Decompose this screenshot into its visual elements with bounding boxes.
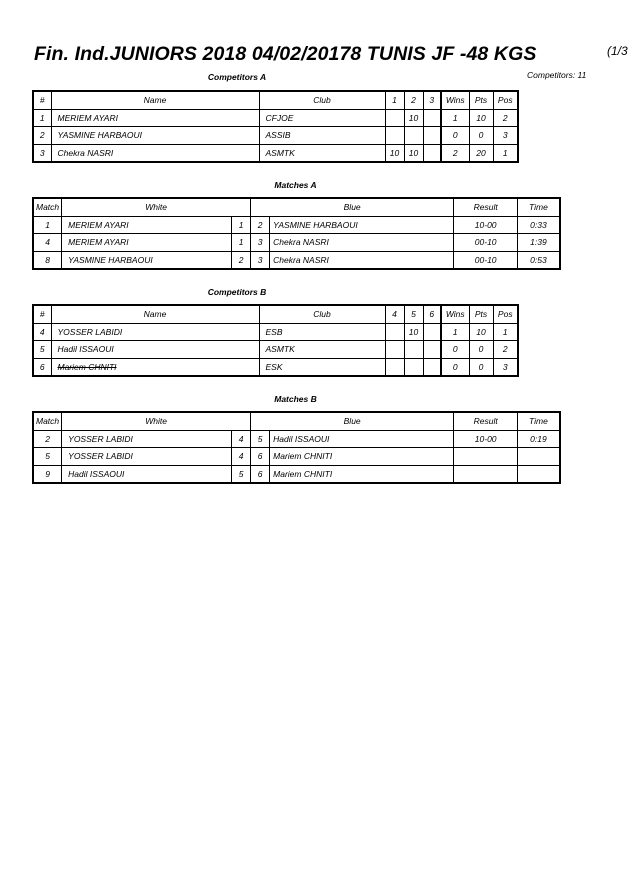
cell-club: CFJOE xyxy=(259,109,385,127)
competitors-a-title: Competitors A xyxy=(207,72,267,82)
cell-pts: 20 xyxy=(469,144,493,162)
col-pos: Pos xyxy=(493,91,518,109)
cell-white: MERIEM AYARI xyxy=(62,234,232,252)
cell-blue: Mariem CHNITI xyxy=(270,448,454,466)
cell-score xyxy=(423,341,441,359)
col-score-5: 5 xyxy=(404,305,423,323)
cell-white: MERIEM AYARI xyxy=(62,216,232,234)
cell-match: 2 xyxy=(33,430,62,448)
cell-num: 2 xyxy=(33,127,51,145)
cell-time: 0:19 xyxy=(518,430,560,448)
cell-pts: 0 xyxy=(469,127,493,145)
cell-wins: 2 xyxy=(441,144,469,162)
col-club: Club xyxy=(259,91,385,109)
cell-club: ASMTK xyxy=(259,144,385,162)
cell-score xyxy=(404,341,423,359)
cell-white-num: 4 xyxy=(232,430,251,448)
table-header-row xyxy=(33,412,560,430)
cell-num: 4 xyxy=(33,323,51,341)
competitors-b-title: Competitors B xyxy=(207,287,267,297)
col-result: Result xyxy=(454,412,518,430)
cell-score: 10 xyxy=(385,144,404,162)
matches-a-title: Matches A xyxy=(274,180,317,190)
cell-blue: Hadil ISSAOUI xyxy=(270,430,454,448)
table-row xyxy=(33,341,518,359)
cell-pos: 2 xyxy=(493,341,518,359)
cell-score xyxy=(423,127,441,145)
cell-blue-num: 6 xyxy=(251,448,270,466)
cell-score xyxy=(385,341,404,359)
competitors-count: Competitors: 11 xyxy=(527,70,587,80)
cell-result: 10-00 xyxy=(454,430,518,448)
cell-white-num: 2 xyxy=(232,251,251,269)
cell-match: 5 xyxy=(33,448,62,466)
cell-pts: 0 xyxy=(469,341,493,359)
cell-white-num: 4 xyxy=(232,448,251,466)
col-score-2: 2 xyxy=(404,91,423,109)
cell-match: 8 xyxy=(33,251,62,269)
cell-result: 00-10 xyxy=(454,251,518,269)
table-row xyxy=(33,358,518,376)
col-white: White xyxy=(62,198,251,216)
cell-score: 10 xyxy=(404,109,423,127)
col-wins: Wins xyxy=(441,305,469,323)
col-pts: Pts xyxy=(469,91,493,109)
table-row xyxy=(33,323,518,341)
col-name: Name xyxy=(51,91,259,109)
cell-wins: 1 xyxy=(441,109,469,127)
cell-score: 10 xyxy=(404,144,423,162)
col-match: Match xyxy=(33,412,62,430)
col-wins: Wins xyxy=(441,91,469,109)
cell-blue-num: 2 xyxy=(251,216,270,234)
col-score-3: 3 xyxy=(423,91,441,109)
table-row xyxy=(33,234,560,252)
cell-score xyxy=(385,358,404,376)
table-row xyxy=(33,465,560,483)
cell-match: 4 xyxy=(33,234,62,252)
cell-score xyxy=(423,358,441,376)
col-name: Name xyxy=(51,305,259,323)
page-title: Fin. Ind.JUNIORS 2018 04/02/20178 TUNIS JF -48 KGS xyxy=(34,43,537,65)
cell-pts: 10 xyxy=(469,323,493,341)
competitors-a-table xyxy=(32,90,519,163)
cell-pos: 2 xyxy=(493,109,518,127)
cell-result xyxy=(454,448,518,466)
col-time: Time xyxy=(518,198,560,216)
cell-num: 1 xyxy=(33,109,51,127)
col-blue: Blue xyxy=(251,198,454,216)
table-row xyxy=(33,109,518,127)
cell-name: MERIEM AYARI xyxy=(51,109,259,127)
cell-blue: YASMINE HARBAOUI xyxy=(270,216,454,234)
cell-match: 9 xyxy=(33,465,62,483)
cell-club: ESK xyxy=(259,358,385,376)
cell-blue-num: 3 xyxy=(251,234,270,252)
table-row xyxy=(33,448,560,466)
cell-white: YOSSER LABIDI xyxy=(62,448,232,466)
table-header-row xyxy=(33,305,518,323)
cell-time xyxy=(518,448,560,466)
cell-score xyxy=(404,127,423,145)
col-num: # xyxy=(33,305,51,323)
cell-white: YOSSER LABIDI xyxy=(62,430,232,448)
matches-b-table xyxy=(32,411,561,484)
cell-blue: Chekra NASRI xyxy=(270,251,454,269)
cell-blue-num: 6 xyxy=(251,465,270,483)
matches-a-table xyxy=(32,197,561,270)
page-indicator: (1/3 xyxy=(607,44,628,58)
table-row xyxy=(33,430,560,448)
cell-time: 0:53 xyxy=(518,251,560,269)
cell-wins: 0 xyxy=(441,358,469,376)
cell-num: 5 xyxy=(33,341,51,359)
table-header-row xyxy=(33,198,560,216)
col-score-4: 4 xyxy=(385,305,404,323)
cell-match: 1 xyxy=(33,216,62,234)
competitors-b-table xyxy=(32,304,519,377)
cell-pos: 3 xyxy=(493,358,518,376)
col-blue: Blue xyxy=(251,412,454,430)
cell-blue-num: 3 xyxy=(251,251,270,269)
table-row xyxy=(33,216,560,234)
cell-club: ASMTK xyxy=(259,341,385,359)
cell-white-num: 1 xyxy=(232,216,251,234)
col-pos: Pos xyxy=(493,305,518,323)
cell-result: 00-10 xyxy=(454,234,518,252)
cell-score: 10 xyxy=(404,323,423,341)
cell-white-num: 1 xyxy=(232,234,251,252)
cell-wins: 0 xyxy=(441,341,469,359)
col-score-6: 6 xyxy=(423,305,441,323)
cell-score xyxy=(385,323,404,341)
cell-blue: Mariem CHNITI xyxy=(270,465,454,483)
table-row xyxy=(33,144,518,162)
cell-score xyxy=(423,323,441,341)
cell-name: YOSSER LABIDI xyxy=(51,323,259,341)
cell-score xyxy=(423,109,441,127)
cell-score xyxy=(423,144,441,162)
table-row xyxy=(33,127,518,145)
cell-blue-num: 5 xyxy=(251,430,270,448)
cell-num: 3 xyxy=(33,144,51,162)
cell-wins: 0 xyxy=(441,127,469,145)
cell-white-num: 5 xyxy=(232,465,251,483)
cell-pos: 3 xyxy=(493,127,518,145)
cell-blue: Chekra NASRI xyxy=(270,234,454,252)
cell-club: ASSIB xyxy=(259,127,385,145)
col-num: # xyxy=(33,91,51,109)
cell-name-withdrawn: Mariem CHNITI xyxy=(51,358,259,376)
cell-time: 1:39 xyxy=(518,234,560,252)
cell-club: ESB xyxy=(259,323,385,341)
cell-name: Chekra NASRI xyxy=(51,144,259,162)
cell-wins: 1 xyxy=(441,323,469,341)
cell-pos: 1 xyxy=(493,144,518,162)
cell-pos: 1 xyxy=(493,323,518,341)
col-time: Time xyxy=(518,412,560,430)
col-white: White xyxy=(62,412,251,430)
cell-white: Hadil ISSAOUI xyxy=(62,465,232,483)
matches-b-title: Matches B xyxy=(274,394,317,404)
cell-num: 6 xyxy=(33,358,51,376)
cell-result xyxy=(454,465,518,483)
col-result: Result xyxy=(454,198,518,216)
table-row xyxy=(33,251,560,269)
col-score-1: 1 xyxy=(385,91,404,109)
cell-name: Hadil ISSAOUI xyxy=(51,341,259,359)
cell-time xyxy=(518,465,560,483)
cell-pts: 10 xyxy=(469,109,493,127)
table-header-row xyxy=(33,91,518,109)
col-club: Club xyxy=(259,305,385,323)
cell-score xyxy=(385,127,404,145)
cell-time: 0:33 xyxy=(518,216,560,234)
cell-score xyxy=(385,109,404,127)
cell-score xyxy=(404,358,423,376)
cell-white: YASMINE HARBAOUI xyxy=(62,251,232,269)
cell-result: 10-00 xyxy=(454,216,518,234)
cell-pts: 0 xyxy=(469,358,493,376)
col-pts: Pts xyxy=(469,305,493,323)
cell-name: YASMINE HARBAOUI xyxy=(51,127,259,145)
col-match: Match xyxy=(33,198,62,216)
